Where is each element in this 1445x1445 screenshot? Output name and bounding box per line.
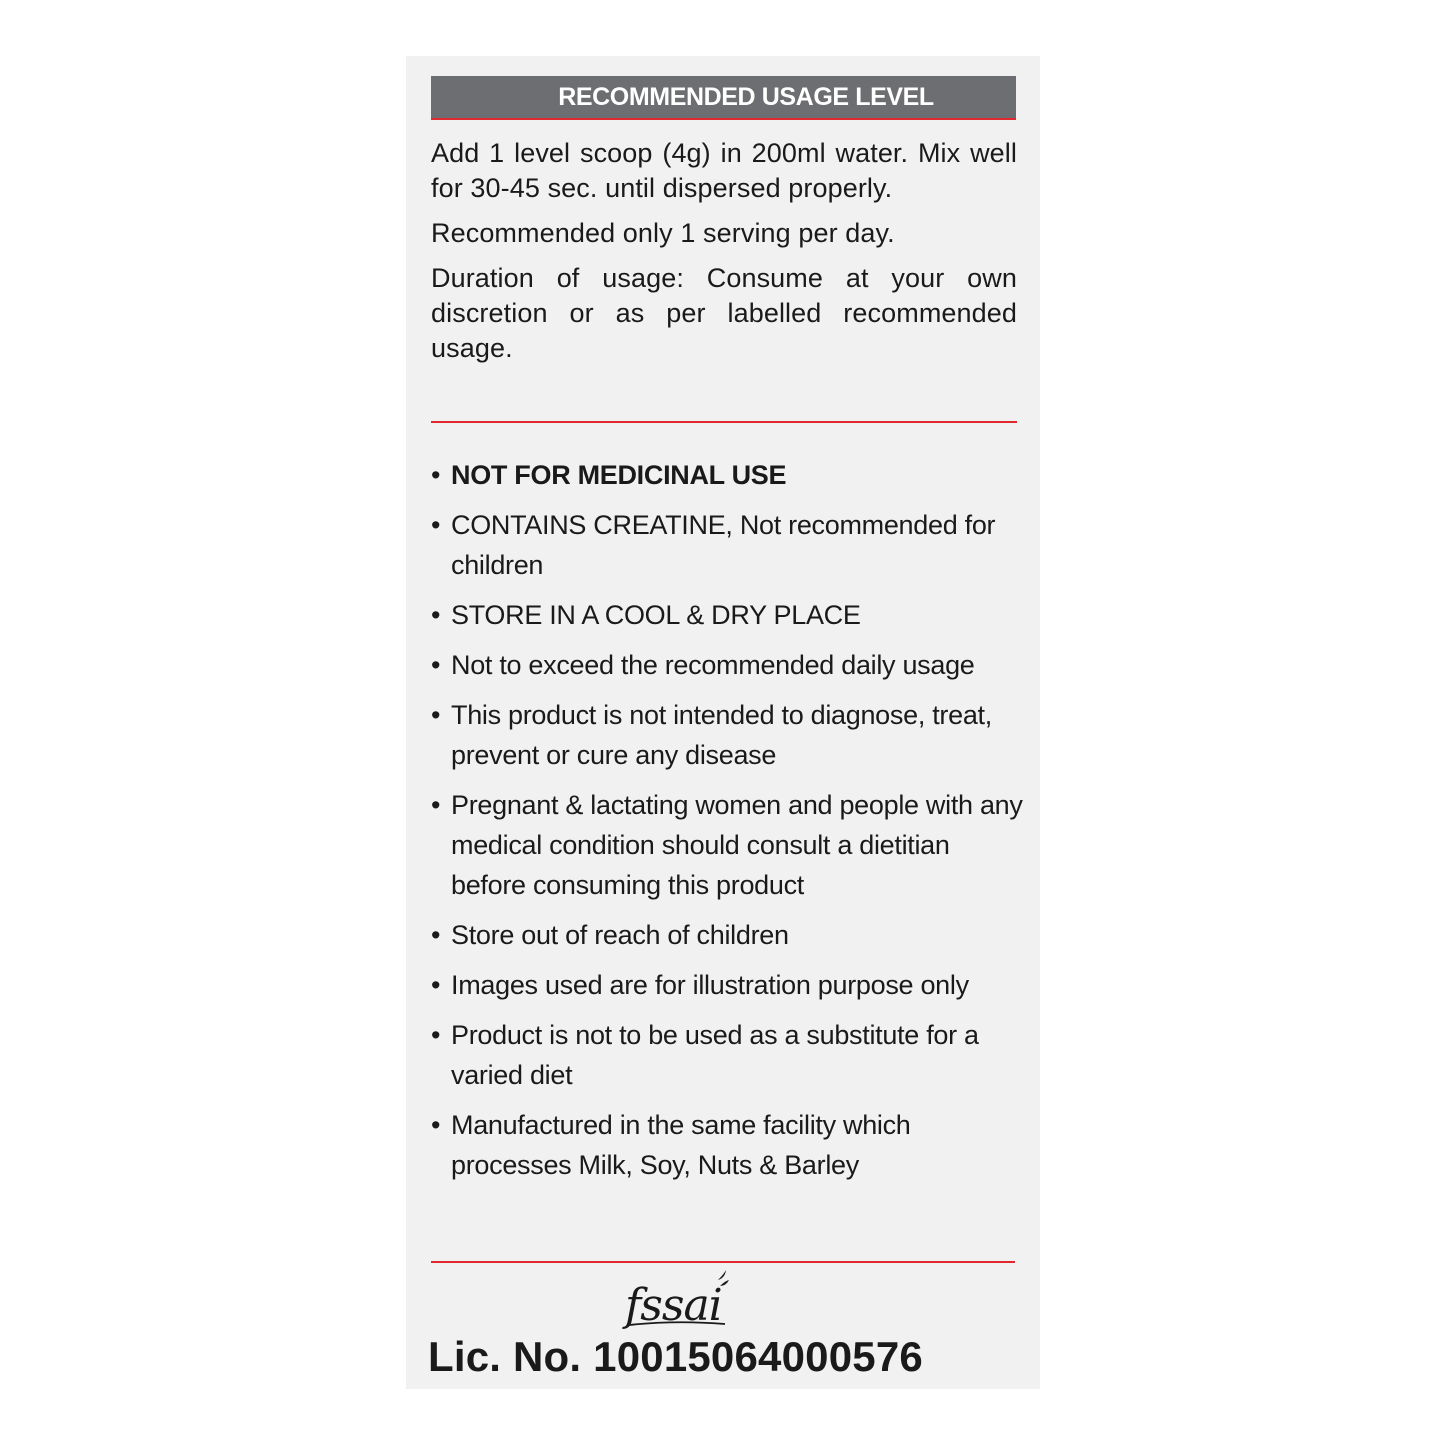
bullet: • xyxy=(431,600,441,630)
warning-item xyxy=(431,1015,1031,1095)
label-panel xyxy=(406,56,1040,1389)
license-number: Lic. No. 10015064000576 xyxy=(428,1333,923,1380)
warning-text: Manufactured in the same facility which processes Milk, Soy, Nuts & Barley xyxy=(451,1110,911,1180)
divider-bottom xyxy=(431,1261,1015,1263)
warning-item xyxy=(431,785,1031,905)
warning-text: Not to exceed the recommended daily usage xyxy=(451,650,975,680)
bullet: • xyxy=(431,920,441,950)
fssai-logo-icon xyxy=(621,1270,736,1334)
warning-item xyxy=(431,645,1031,685)
bullet: • xyxy=(431,650,441,680)
usage-paragraph-duration: Duration of usage: Consume at your own discretion or as per labelled recommended usage. xyxy=(431,263,1017,363)
warning-text: Pregnant & lactating women and people with any medical condition should consult a dietitian before consuming this product xyxy=(451,790,1023,900)
warning-text: Store out of reach of children xyxy=(451,920,789,950)
warning-text: Images used are for illustration purpose only xyxy=(451,970,969,1000)
warning-text: This product is not intended to diagnose, treat, prevent or cure any disease xyxy=(451,700,992,770)
bullet: • xyxy=(431,790,441,820)
warning-text: STORE IN A COOL & DRY PLACE xyxy=(451,600,861,630)
section-header xyxy=(431,76,1016,120)
warnings-list xyxy=(431,455,1031,1195)
warning-text: CONTAINS CREATINE, Not recommended for children xyxy=(451,510,996,580)
warning-item xyxy=(431,1105,1031,1185)
bullet: • xyxy=(431,1110,441,1140)
warning-text: NOT FOR MEDICINAL USE xyxy=(451,460,787,490)
usage-paragraph-serving: Recommended only 1 serving per day. xyxy=(431,218,895,248)
section-title: RECOMMENDED USAGE LEVEL xyxy=(558,83,934,111)
warning-text: Product is not to be used as a substitute for a varied diet xyxy=(451,1020,979,1090)
bullet: • xyxy=(431,970,441,1000)
usage-instructions xyxy=(431,136,1017,376)
bullet: • xyxy=(431,700,441,730)
warning-item xyxy=(431,915,1031,955)
bullet: • xyxy=(431,1020,441,1050)
warning-item xyxy=(431,455,1031,495)
warning-item xyxy=(431,595,1031,635)
bullet: • xyxy=(431,460,441,490)
usage-paragraph-mix: Add 1 level scoop (4g) in 200ml water. Mix well for 30-45 sec. until dispersed properly. xyxy=(431,138,1017,203)
warning-item xyxy=(431,505,1031,585)
bullet: • xyxy=(431,510,441,540)
warning-item xyxy=(431,965,1031,1005)
warning-item xyxy=(431,695,1031,775)
svg-text:fssai: fssai xyxy=(625,1280,722,1331)
divider-top xyxy=(431,421,1017,423)
